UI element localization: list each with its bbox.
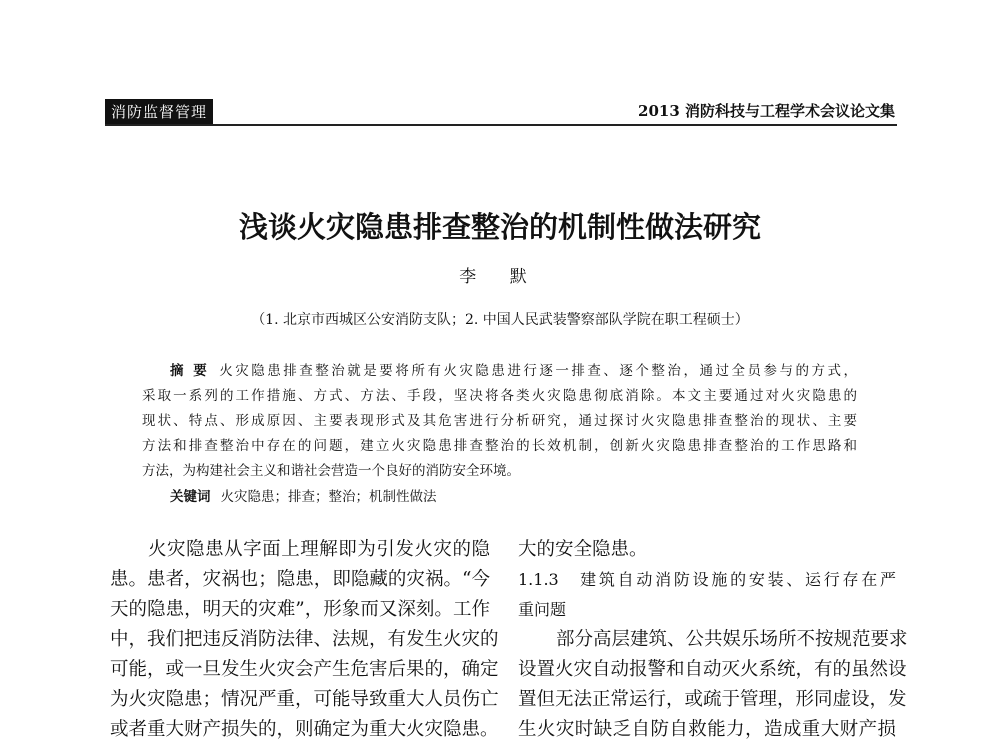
section-label: 消防监督管理 — [105, 99, 213, 124]
keywords — [170, 485, 857, 505]
subsection-heading: 1.1.3 建筑自动消防设施的安装、运行存在严 — [518, 570, 896, 589]
body-line: 天的隐患，明天的灾难”，形象而又深刻。工作 — [110, 599, 490, 620]
abstract-line: 方法和排查整治中存在的问题，建立火灾隐患排查整治的长效机制，创新火灾隐患排查整治的工作思路和 — [142, 438, 857, 454]
body-line: 患。患者，灾祸也；隐患，即隐藏的灾祸。“今 — [110, 569, 490, 590]
abstract-line: 采取一系列的工作措施、方式、方法、手段，坚决将各类火灾隐患彻底消除。本文主要通过对火灾隐患的 — [142, 388, 857, 404]
author: 李 默 — [459, 267, 541, 287]
body-line: 大的安全隐患。 — [518, 539, 648, 560]
affiliation: （1. 北京市西城区公安消防支队；2. 中国人民武装警察部队学院在职工程硕士） — [251, 312, 749, 328]
abstract-line — [170, 359, 857, 379]
keywords-label: 关键词 — [170, 489, 211, 505]
running-head: 2013 消防科技与工程学术会议论文集 — [638, 102, 895, 120]
abstract-line: 现状、特点、形成原因、主要表现形式及其危害进行分析研究，通过探讨火灾隐患排查整治的现状、主要 — [142, 413, 857, 429]
abstract-label: 摘 要 — [170, 363, 210, 379]
body-column-right — [518, 535, 908, 745]
body-line: 生火灾时缺乏自防自救能力，造成重大财产损 — [518, 719, 896, 740]
body-line: 可能，或一旦发生火灾会产生危害后果的，确定 — [110, 659, 499, 680]
abstract-text: 火灾隐患排查整治就是要将所有火灾隐患进行逐一排查、逐个整治，通过全员参与的方式， — [219, 363, 858, 379]
body-column-left — [110, 535, 499, 745]
paper-title: 浅谈火灾隐患排查整治的机制性做法研究 — [238, 210, 761, 244]
body-line: 部分高层建筑、公共娱乐场所不按规范要求 — [556, 629, 908, 650]
body-line: 火灾隐患从字面上理解即为引发火灾的隐 — [148, 539, 490, 560]
body-line: 为火灾隐患；情况严重，可能导致重大人员伤亡 — [110, 689, 499, 710]
abstract-line: 方法，为构建社会主义和谐社会营造一个良好的消防安全环境。 — [142, 463, 520, 479]
body-line: 置但无法正常运行，或疏于管理，形同虚设，发 — [518, 689, 907, 710]
body-line: 中，我们把违反消防法律、法规，有发生火灾的 — [110, 629, 499, 650]
body-line: 设置火灾自动报警和自动灭火系统，有的虽然设 — [518, 659, 907, 680]
keywords-text: 火灾隐患；排查；整治；机制性做法 — [220, 489, 437, 505]
body-line: 或者重大财产损失的，则确定为重大火灾隐患。 — [110, 719, 499, 740]
header-rule — [105, 124, 897, 126]
subsection-heading-cont: 重问题 — [518, 600, 567, 619]
